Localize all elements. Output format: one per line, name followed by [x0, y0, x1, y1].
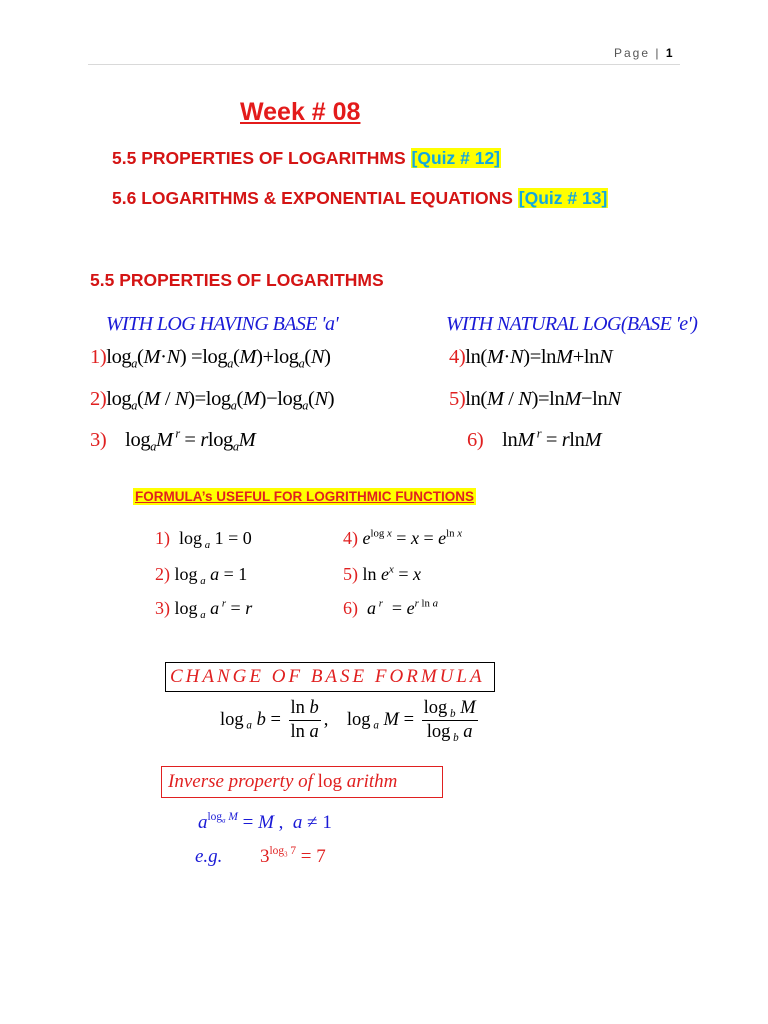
section-heading-5-5: 5.5 PROPERTIES OF LOGARITHMS [Quiz # 12] — [112, 148, 501, 168]
inverse-property-label: Inverse property of log arithm — [161, 766, 443, 798]
quotient-rule: $2)\log_a(M / N)=\log_a(M)-\log_a(N)$ — [90, 388, 335, 413]
example-label: e.g. — [195, 846, 223, 867]
example-formula: $3^{log_3 7} = 7$ — [260, 845, 326, 867]
ln-product-rule: 4)ln(M·N)=lnM+lnN — [449, 346, 613, 368]
page-number: Page | 1 — [614, 46, 673, 60]
log-base-a-heading: WITH LOG HAVING BASE 'a' — [106, 313, 339, 335]
quiz-badge-13: [Quiz # 13] — [518, 188, 608, 208]
formula-5: 5) $\ln e^x = x$ — [343, 563, 421, 584]
inverse-property-formula: $a^{log_a M} = M$ , a ≠ 1 — [198, 811, 332, 833]
power-rule: 3) $\log_aM$ $^r$ = rlog$_a$M — [90, 426, 256, 454]
formula-3: 3) log $_a$ a $^r$ = r — [155, 597, 253, 621]
page-title: Week # 08 — [240, 98, 361, 126]
section-heading-5-6: 5.6 LOGARITHMS & EXPONENTIAL EQUATIONS [Quiz # 13] — [112, 188, 608, 208]
header-rule — [88, 64, 680, 65]
product-rule: $1)\log_a(M\cdot N) =\log_a(M)+\log_a(N)$ — [90, 346, 331, 371]
change-of-base-label: CHANGE OF BASE FORMULA — [165, 662, 495, 692]
ln-power-rule: 6) lnM $^r$ = rlnM — [467, 426, 602, 451]
formula-1: 1) log $_a$ 1 = 0 — [155, 528, 252, 551]
formula-4: 4) $e^{log x} = x = e^{ln x}$ — [343, 527, 463, 548]
change-of-base-formula: log $_a$ b = $\frac{\text{ln b}}{\text{ln a}}$ , log $_a$ M = $\frac{\log _b M}{\log _b a}$ — [220, 698, 476, 744]
subsection-heading: 5.5 PROPERTIES OF LOGARITHMS — [90, 270, 384, 290]
natural-log-heading: WITH NATURAL LOG(BASE 'e') — [446, 313, 698, 335]
useful-formulas-heading: FORMULA’s USEFUL FOR LOGRITHMIC FUNCTIONS — [135, 489, 474, 504]
formula-6: 6) a $^r = e^{r ln a}$ — [343, 597, 438, 618]
quiz-badge-12: [Quiz # 12] — [411, 148, 501, 168]
ln-quotient-rule: 5)ln(M / N)=lnM−lnN — [449, 388, 621, 410]
formula-2: 2) log $_a$ a = 1 — [155, 564, 248, 587]
